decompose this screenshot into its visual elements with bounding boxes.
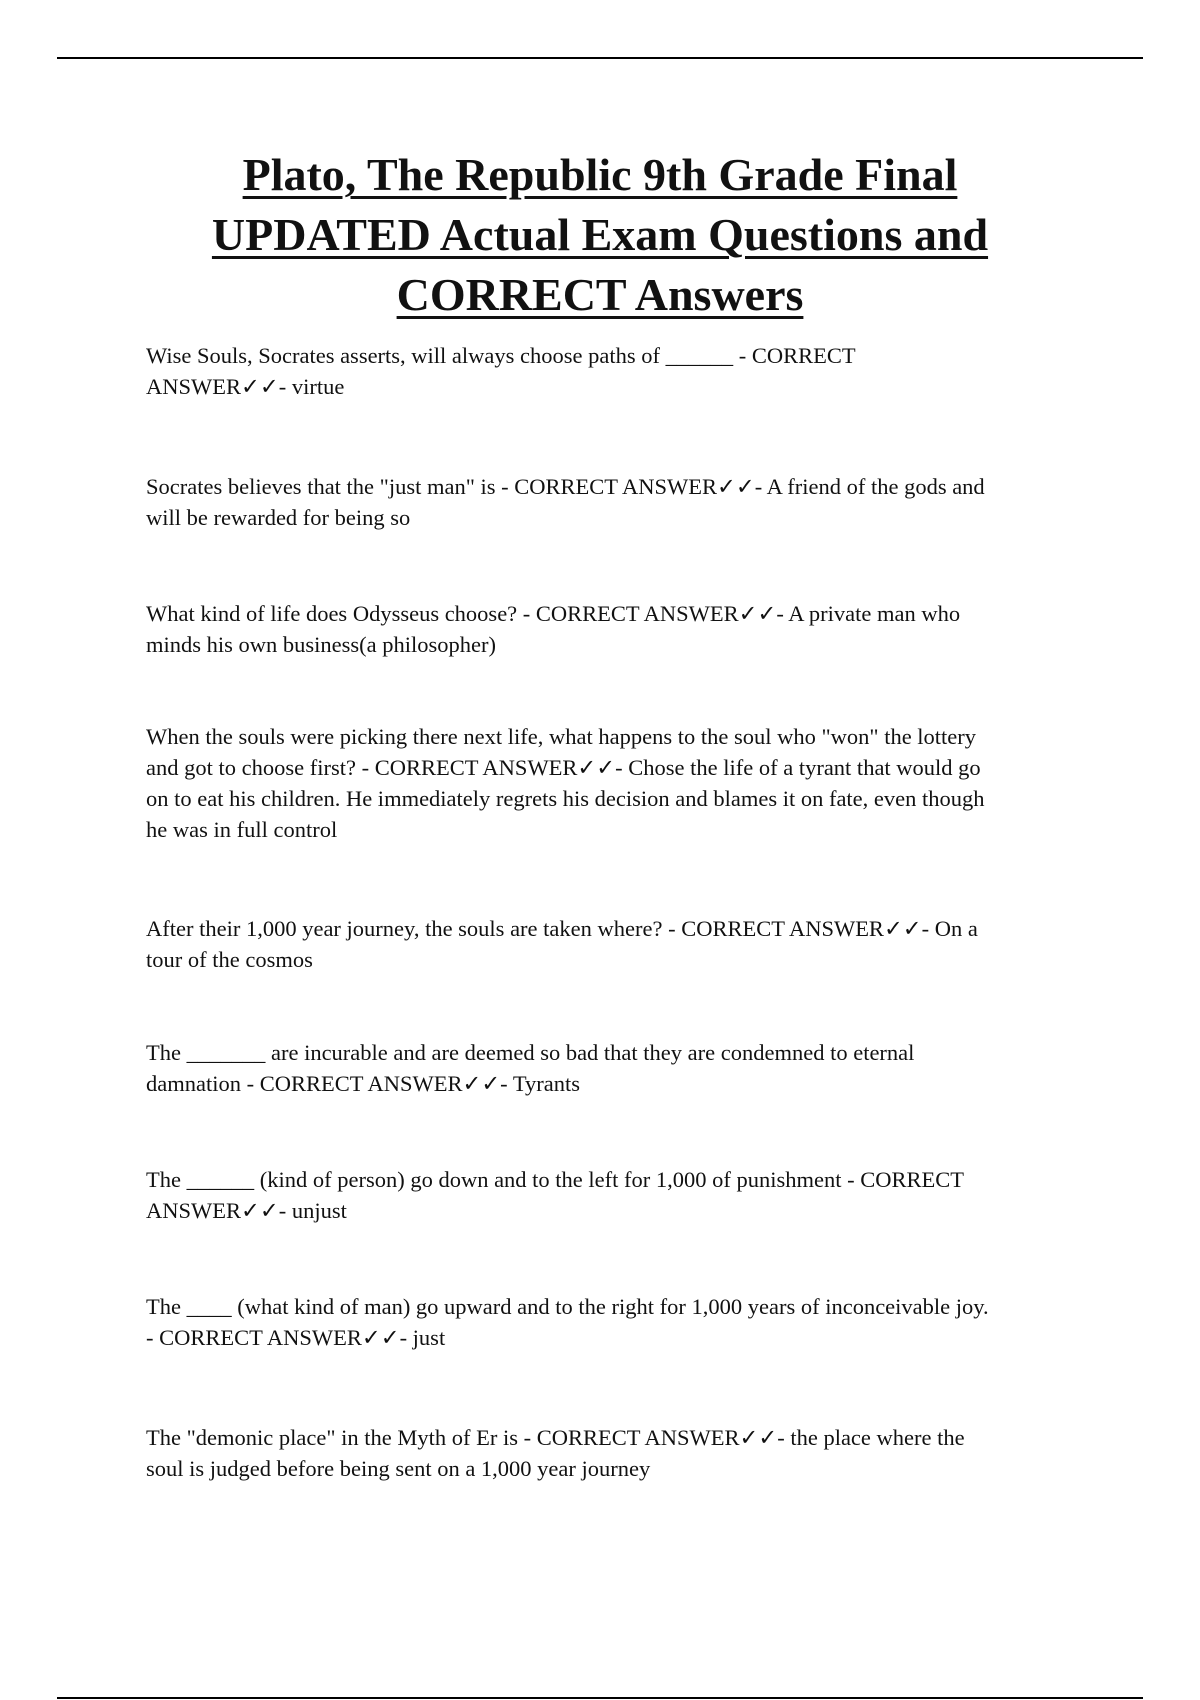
qa-line: ANSWER✓✓- virtue [146,374,345,399]
title-line: UPDATED Actual Exam Questions and [211,209,989,260]
qa-item [146,1422,1066,1484]
qa-item [146,913,1066,975]
qa-line: damnation - CORRECT ANSWER✓✓- Tyrants [146,1071,581,1096]
title-line: CORRECT Answers [396,269,804,320]
qa-line: What kind of life does Odysseus choose? - CORRECT ANSWER✓✓- A private man who [146,601,961,626]
qa-item [146,340,1066,402]
qa-line: will be rewarded for being so [146,505,411,530]
qa-line: The "demonic place" in the Myth of Er is - CORRECT ANSWER✓✓- the place where the [146,1425,965,1450]
qa-line: tour of the cosmos [146,947,313,972]
qa-line: After their 1,000 year journey, the souls are taken where? - CORRECT ANSWER✓✓- On a [146,916,978,941]
qa-line: Wise Souls, Socrates asserts, will always choose paths of ______ - CORRECT [146,343,856,368]
qa-line: on to eat his children. He immediately regrets his decision and blames it on fate, even though [146,786,985,811]
qa-line: soul is judged before being sent on a 1,000 year journey [146,1456,651,1481]
top-rule [57,57,1143,59]
qa-item [146,1037,1066,1099]
document-title [100,145,1100,325]
qa-line: he was in full control [146,817,338,842]
qa-item [146,471,1066,533]
qa-item [146,1291,1066,1353]
qa-line: The ______ (kind of person) go down and to the left for 1,000 of punishment - CORRECT [146,1167,965,1192]
qa-line: The ____ (what kind of man) go upward and to the right for 1,000 years of inconceivable joy. [146,1294,989,1319]
qa-line: and got to choose first? - CORRECT ANSWER✓✓- Chose the life of a tyrant that would go [146,755,981,780]
qa-line: minds his own business(a philosopher) [146,632,496,657]
qa-line: - CORRECT ANSWER✓✓- just [146,1325,446,1350]
bottom-rule [57,1697,1143,1699]
qa-item [146,598,1066,660]
qa-line: The _______ are incurable and are deemed so bad that they are condemned to eternal [146,1040,915,1065]
title-line: Plato, The Republic 9th Grade Final [242,149,958,200]
qa-item [146,1164,1066,1226]
qa-item [146,721,1066,845]
qa-line: When the souls were picking there next life, what happens to the soul who "won" the lottery [146,724,977,749]
qa-line: ANSWER✓✓- unjust [146,1198,347,1223]
qa-line: Socrates believes that the "just man" is - CORRECT ANSWER✓✓- A friend of the gods and [146,474,985,499]
